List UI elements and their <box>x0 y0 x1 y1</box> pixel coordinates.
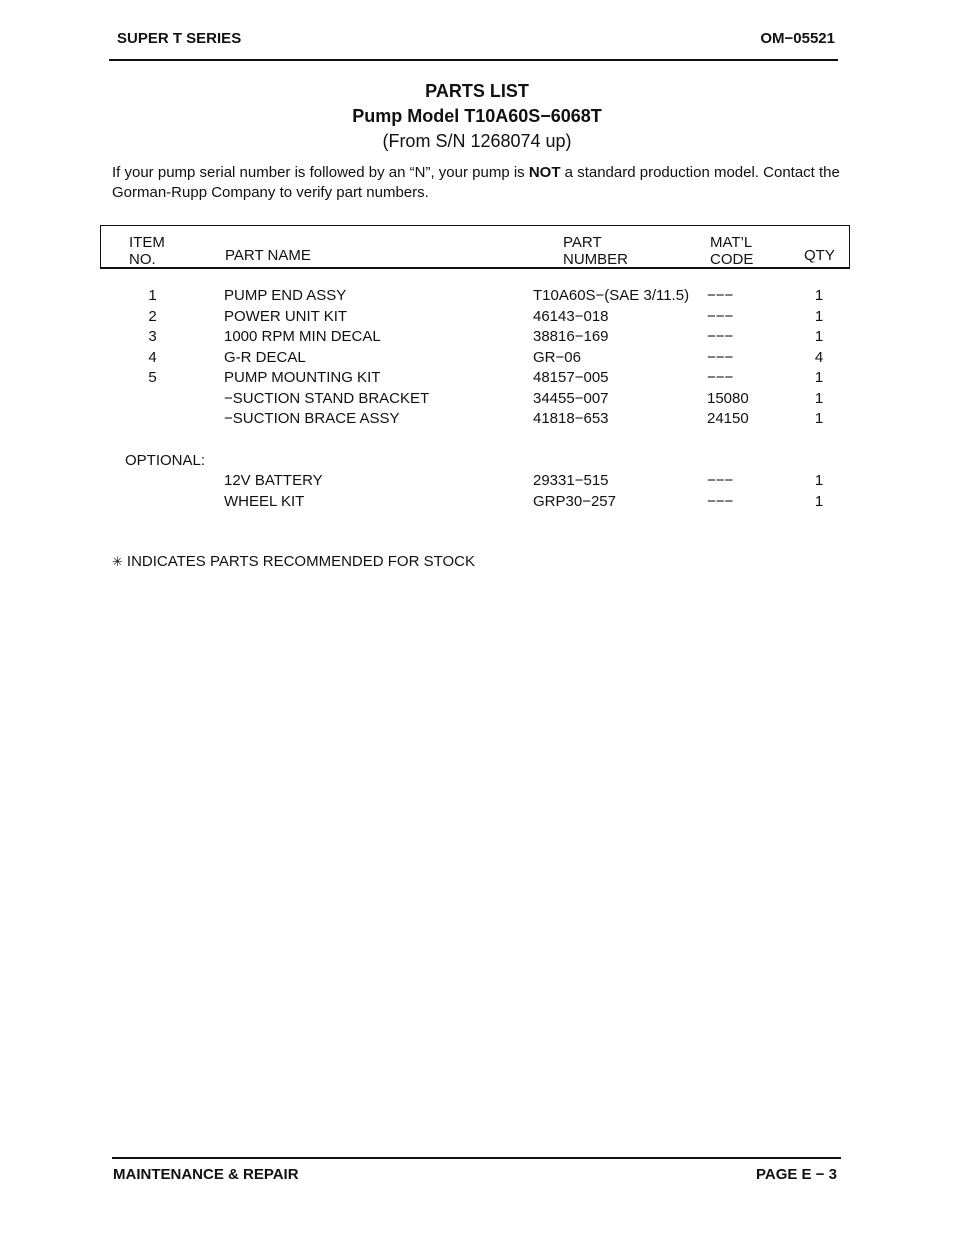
header-item-no <box>129 234 165 268</box>
page-title: PARTS LIST <box>425 81 529 101</box>
row-matl-code: 15080 <box>707 390 749 407</box>
optional-section-label: OPTIONAL: <box>125 452 206 469</box>
row-qty: 1 <box>814 390 824 407</box>
row-item-no: 1 <box>148 287 157 304</box>
row-matl-code: −−− <box>707 328 734 345</box>
pump-model-title: Pump Model T10A60S−6068T <box>352 106 602 126</box>
row-qty: 1 <box>814 308 824 325</box>
row-part-name: −SUCTION BRACE ASSY <box>224 410 400 427</box>
row-item-no: 4 <box>148 349 157 366</box>
row-qty: 1 <box>814 472 824 489</box>
header-part-name: PART NAME <box>225 247 311 264</box>
asterisk-icon: ✳ <box>112 554 123 569</box>
footer-page-number: PAGE E − 3 <box>755 1166 837 1183</box>
row-part-number: 48157−005 <box>533 369 609 386</box>
footer-section-title: MAINTENANCE & REPAIR <box>113 1166 299 1183</box>
header-matl-line2: CODE <box>710 251 754 268</box>
row-qty: 1 <box>814 287 824 304</box>
row-matl-code: −−− <box>707 369 734 386</box>
header-series-title: SUPER T SERIES <box>117 30 242 47</box>
row-item-no: 5 <box>148 369 157 386</box>
header-item-line1: ITEM <box>129 234 165 251</box>
row-part-name: WHEEL KIT <box>224 493 305 510</box>
header-part-line1: PART <box>563 234 602 251</box>
row-matl-code: −−− <box>707 349 734 366</box>
header-matl-code <box>710 234 753 268</box>
row-part-number: 34455−007 <box>533 390 609 407</box>
row-item-no: 3 <box>148 328 157 345</box>
serial-notice <box>112 163 852 203</box>
stock-recommendation-note <box>112 553 475 570</box>
row-part-number: 46143−018 <box>533 308 609 325</box>
row-qty: 1 <box>814 410 824 427</box>
header-divider <box>109 59 838 61</box>
row-qty: 1 <box>814 493 824 510</box>
serial-range-subtitle: (From S/N 1268074 up) <box>382 131 572 151</box>
row-part-name: POWER UNIT KIT <box>224 308 348 325</box>
header-qty: QTY <box>804 247 835 264</box>
row-matl-code: −−− <box>707 308 734 325</box>
row-part-name: −SUCTION STAND BRACKET <box>224 390 430 407</box>
row-part-name: 12V BATTERY <box>224 472 323 489</box>
row-matl-code: −−− <box>707 472 734 489</box>
header-part-number <box>563 234 628 268</box>
header-item-line2: NO. <box>129 251 156 268</box>
row-part-number: GRP30−257 <box>533 493 616 510</box>
serial-notice-emphasis: NOT <box>528 164 561 181</box>
row-matl-code: −−− <box>707 493 734 510</box>
row-part-number: 29331−515 <box>533 472 609 489</box>
row-qty: 1 <box>814 328 824 345</box>
serial-notice-after: a standard production model. Contact the Gorman-Rupp Company to verify part numbers. <box>112 164 840 201</box>
row-part-number: 38816−169 <box>533 328 609 345</box>
header-part-line2: NUMBER <box>563 251 629 268</box>
serial-notice-before: If your pump serial number is followed by an “N”, your pump is <box>112 164 529 181</box>
row-part-name: PUMP END ASSY <box>224 287 347 304</box>
stock-note-text: INDICATES PARTS RECOMMENDED FOR STOCK <box>126 553 475 570</box>
row-part-name: PUMP MOUNTING KIT <box>224 369 381 386</box>
header-document-number: OM−05521 <box>760 30 835 47</box>
row-qty: 4 <box>814 349 824 366</box>
row-matl-code: −−− <box>707 287 734 304</box>
row-item-no: 2 <box>148 308 157 325</box>
row-qty: 1 <box>814 369 824 386</box>
row-matl-code: 24150 <box>707 410 749 427</box>
row-part-number: 41818−653 <box>533 410 609 427</box>
row-part-name: G-R DECAL <box>224 349 306 366</box>
row-part-number: GR−06 <box>533 349 581 366</box>
row-part-number: T10A60S−(SAE 3/11.5) <box>533 287 690 304</box>
row-part-name: 1000 RPM MIN DECAL <box>224 328 381 345</box>
footer-divider <box>112 1157 841 1159</box>
header-matl-line1: MAT’L <box>710 234 753 251</box>
